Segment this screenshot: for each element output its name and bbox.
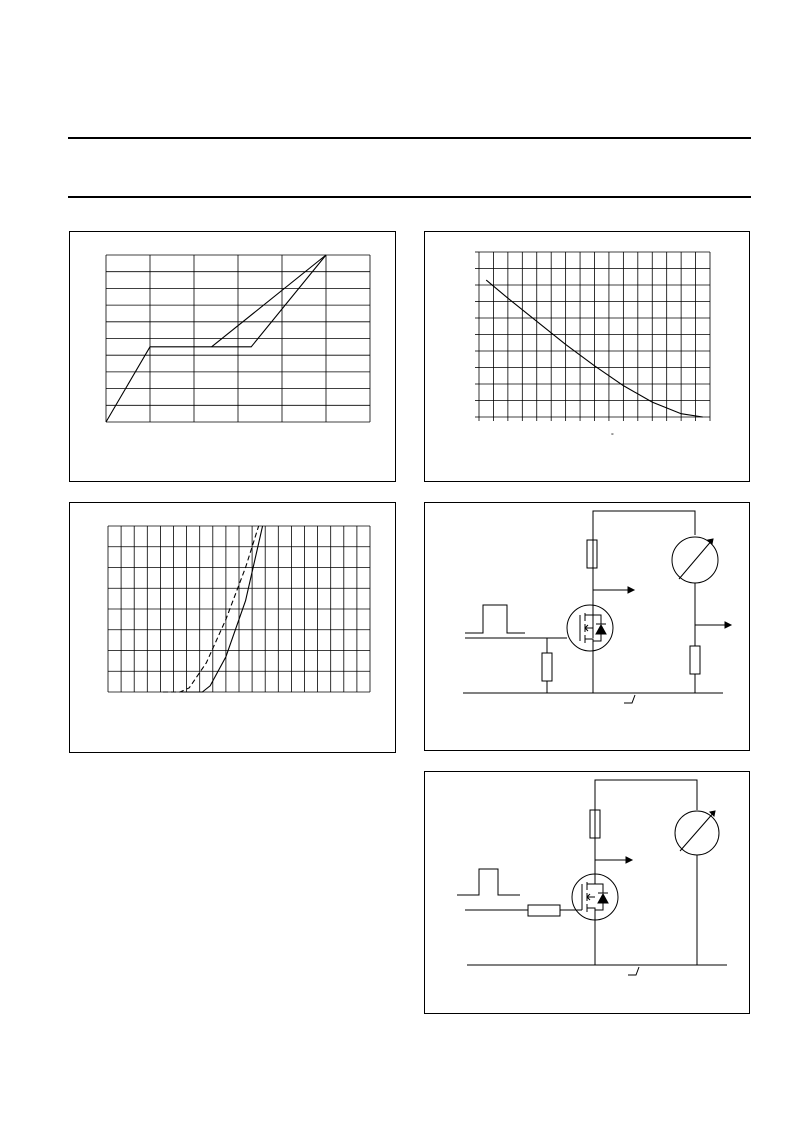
figure-panel-1 <box>69 231 396 482</box>
test-circuit-1 <box>425 503 751 752</box>
ground-mark <box>628 967 639 975</box>
output-arrow-head <box>628 587 634 593</box>
chart-2-grid <box>475 252 710 421</box>
test-circuit-1-panel <box>424 502 750 751</box>
gate-resistor <box>542 653 552 681</box>
drain-resistor <box>587 540 597 568</box>
output-arrow-head <box>626 857 632 863</box>
chart-1-grid <box>106 255 370 422</box>
test-circuit-2-panel <box>424 771 750 1014</box>
pulse-icon <box>457 869 520 895</box>
top-rule <box>68 137 751 139</box>
mosfet-source <box>587 908 595 920</box>
diode-icon <box>598 894 608 903</box>
diode-icon <box>596 625 606 634</box>
meter-needle <box>680 811 715 851</box>
chart-1-plot <box>70 232 397 483</box>
gate-resistor <box>528 905 560 916</box>
meter-icon <box>675 811 719 855</box>
diode-bottom <box>593 634 601 641</box>
mosfet-source <box>585 639 593 650</box>
chart-1-series-2-line <box>212 255 326 347</box>
mosfet-drain <box>587 875 595 884</box>
header-rule <box>68 196 751 198</box>
chart-3-plot <box>70 503 397 754</box>
axis-degree-mark: ° <box>611 433 614 440</box>
supply-rail <box>593 511 695 638</box>
sense-resistor <box>690 646 700 674</box>
supply-rail <box>595 780 697 872</box>
diode-bottom <box>595 903 603 910</box>
output-2-head <box>725 622 731 628</box>
meter-needle <box>679 539 713 579</box>
figure-panel-2 <box>424 231 750 482</box>
figure-panel-3 <box>69 502 396 753</box>
diode-top <box>595 884 603 893</box>
chart-2-plot <box>425 232 751 483</box>
diode-top <box>593 615 601 624</box>
mosfet-drain <box>585 606 593 615</box>
chart-3-grid <box>108 526 370 692</box>
pulse-icon <box>465 605 525 633</box>
test-circuit-2 <box>425 772 751 1015</box>
ground-mark <box>624 695 635 703</box>
